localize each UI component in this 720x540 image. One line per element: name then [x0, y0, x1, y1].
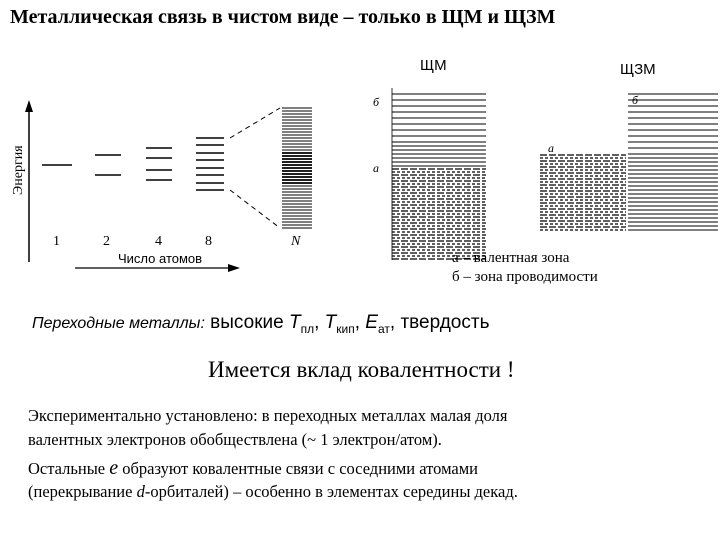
page-title: Металлическая связь в чистом виде – только в ЩМ и ЩЗМ: [10, 6, 556, 28]
t-melt-sub: пл: [300, 321, 315, 336]
electron-symbol: e: [109, 457, 119, 479]
energy-axis-arrow: [25, 100, 33, 112]
alkali-label: ЩМ: [420, 57, 447, 74]
alkali-bands: [392, 88, 486, 260]
atom-count-4: 4: [155, 234, 162, 249]
band-connector: [230, 108, 280, 138]
atom-count-n: N: [291, 234, 301, 249]
energy-levels: [42, 138, 224, 190]
alkaline-earth-bands: [540, 94, 718, 230]
p2-pre: Остальные: [28, 459, 106, 478]
band-connector: [230, 190, 280, 228]
paragraph-1-line-1: Экспериментально установлено: в переходных металлах малая доля: [28, 406, 508, 425]
alkali-band-a-letter: а: [373, 161, 379, 175]
paragraph-1-line-2: валентных электронов обобществлена (~ 1 электрон/атом).: [28, 430, 442, 449]
atom-count-axis-arrow: [228, 264, 240, 272]
p2b-pre: (перекрывание: [28, 482, 133, 501]
p2b-post: -орбиталей) – особенно в элементах середины декад.: [144, 482, 518, 501]
n-atom-band: [230, 108, 312, 228]
hardness-word: твердость: [400, 312, 490, 333]
covalency-note: Имеется вклад ковалентности !: [208, 357, 515, 382]
alkaline-earth-band-b-letter: б: [632, 93, 639, 107]
alkali-band-b-letter: б: [373, 95, 380, 109]
t-boil: T: [324, 312, 337, 333]
alkaline-earth-band-a-letter: а: [548, 141, 554, 155]
atom-count-8: 8: [205, 234, 212, 249]
transition-metals-label: Переходные металлы:: [32, 315, 205, 332]
transition-metals-line: Переходные металлы: высокие $T_{пл}$, $T_{кип}$, $E_{ат}$, твердость: [32, 312, 490, 336]
legend-valence: а – валентная зона: [452, 250, 570, 266]
atom-count-2: 2: [103, 234, 110, 249]
paragraph-2-line-2: [28, 480, 518, 504]
p2-post: образуют ковалентные связи с соседними атомами: [122, 459, 479, 478]
d-orbital-symbol: d: [136, 482, 145, 501]
atom-count-axis-label: Число атомов: [118, 251, 203, 266]
atom-count-1: 1: [53, 234, 60, 249]
paragraph-2-line-1: [28, 456, 478, 481]
t-melt: T: [288, 312, 301, 333]
high-word: высокие: [210, 312, 284, 333]
alkaline-earth-label: ЩЗМ: [620, 61, 656, 78]
energy-axis-label: Энергия: [11, 145, 26, 195]
legend-conduction: б – зона проводимости: [452, 269, 598, 285]
e-at: E: [365, 312, 378, 333]
t-boil-sub: кип: [336, 321, 355, 336]
e-at-sub: ат: [377, 321, 390, 336]
